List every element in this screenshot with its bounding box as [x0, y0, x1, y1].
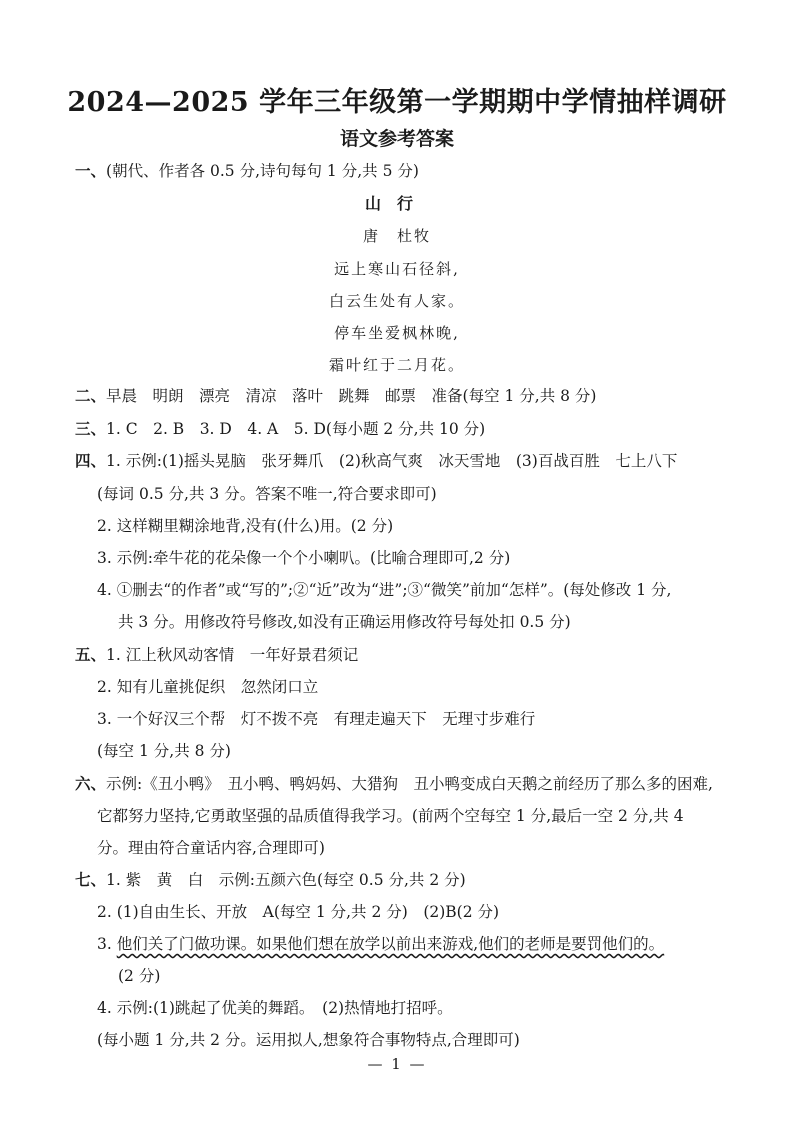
section-4-text-1: 1. 示例:(1)摇头晃脑 张牙舞爪 (2)秋高气爽 冰天雪地 (3)百战百胜 七上八下: [106, 452, 678, 470]
section-7-label: 七、: [75, 870, 107, 889]
poem-line-3: 停车坐爱枫林晚,: [334, 324, 460, 342]
section-5-line-4: (每空 1 分,共 8 分): [97, 742, 231, 760]
poem-title: 山行: [364, 194, 429, 213]
page-number: — 1 —: [367, 1055, 427, 1073]
section-7-line-3-prefix: 3.: [97, 935, 117, 953]
poem-author: 唐 杜牧: [362, 227, 431, 245]
poem-line-2: 白云生处有人家。: [328, 292, 465, 310]
section-4-label: 四、: [75, 451, 107, 470]
section-1-label: 一、: [75, 161, 107, 180]
section-4-line-5: 4. ①删去“的作者”或“写的”;②“近”改为“进”;③“微笑”前加“怎样”。(每处修改 1 分,: [97, 581, 672, 599]
section-7-line-1: [75, 870, 466, 890]
section-7-line-2: 2. (1)自由生长、开放 A(每空 1 分,共 2 分) (2)B(2 分): [97, 903, 500, 921]
section-2-text: 早晨 明朗 漂亮 清凉 落叶 跳舞 邮票 准备(每空 1 分,共 8 分): [106, 387, 597, 405]
section-7-text-1: 1. 紫 黄 白 示例:五颜六色(每空 0.5 分,共 2 分): [106, 871, 466, 889]
section-6-text-1: 示例:《丑小鸭》 丑小鸭、鸭妈妈、大猎狗 丑小鸭变成白天鹅之前经历了那么多的困难,: [106, 775, 713, 793]
section-2: [75, 386, 596, 406]
section-3-label: 三、: [75, 419, 107, 438]
section-5-line-2: 2. 知有儿童挑促织 忽然闭口立: [97, 678, 319, 696]
section-1-heading: [75, 161, 419, 181]
section-2-label: 二、: [75, 386, 107, 405]
page-title: 2024—2025 学年三年级第一学期期中学情抽样调研: [67, 87, 727, 118]
section-6-line-3: 分。理由符合童话内容,合理即可): [97, 839, 325, 857]
section-3-text: 1. C 2. B 3. D 4. A 5. D(每小题 2 分,共 10 分): [106, 420, 486, 438]
section-1-text: (朝代、作者各 0.5 分,诗句每句 1 分,共 5 分): [106, 162, 419, 180]
section-4-line-3: 2. 这样糊里糊涂地背,没有(什么)用。(2 分): [97, 517, 394, 535]
section-4-line-1: [75, 451, 677, 471]
section-5-label: 五、: [75, 645, 107, 664]
section-5-line-1: [75, 645, 358, 665]
page-subtitle: 语文参考答案: [339, 128, 454, 150]
wavy-underlined-answer: 他们关了门做功课。如果他们想在放学以前出来游戏,他们的老师是要罚他们的。: [116, 935, 665, 953]
section-4-line-4: 3. 示例:牵牛花的花朵像一个个小喇叭。(比喻合理即可,2 分): [97, 549, 511, 567]
section-4-line-2: (每词 0.5 分,共 3 分。答案不唯一,符合要求即可): [97, 485, 437, 503]
section-7-line-3: [97, 934, 664, 954]
section-6-label: 六、: [75, 774, 107, 793]
section-4-line-6: 共 3 分。用修改符号修改,如没有正确运用修改符号每处扣 0.5 分): [118, 613, 571, 631]
section-7-line-5: (每小题 1 分,共 2 分。运用拟人,想象符合事物特点,合理即可): [97, 1031, 520, 1049]
section-3: [75, 419, 485, 439]
section-6-line-1: [75, 774, 713, 794]
poem-line-4: 霜叶红于二月花。: [328, 356, 465, 374]
section-7-line-3-score: (2 分): [118, 967, 161, 985]
section-7-line-4: 4. 示例:(1)跳起了优美的舞蹈。 (2)热情地打招呼。: [97, 999, 453, 1017]
section-5-text-1: 1. 江上秋风动客情 一年好景君须记: [106, 646, 359, 664]
poem-line-1: 远上寒山石径斜,: [334, 260, 460, 278]
section-6-line-2: 它都努力坚持,它勇敢坚强的品质值得我学习。(前两个空每空 1 分,最后一空 2 分,共 4: [97, 807, 684, 825]
section-5-line-3: 3. 一个好汉三个帮 灯不拨不亮 有理走遍天下 无理寸步难行: [97, 710, 536, 728]
